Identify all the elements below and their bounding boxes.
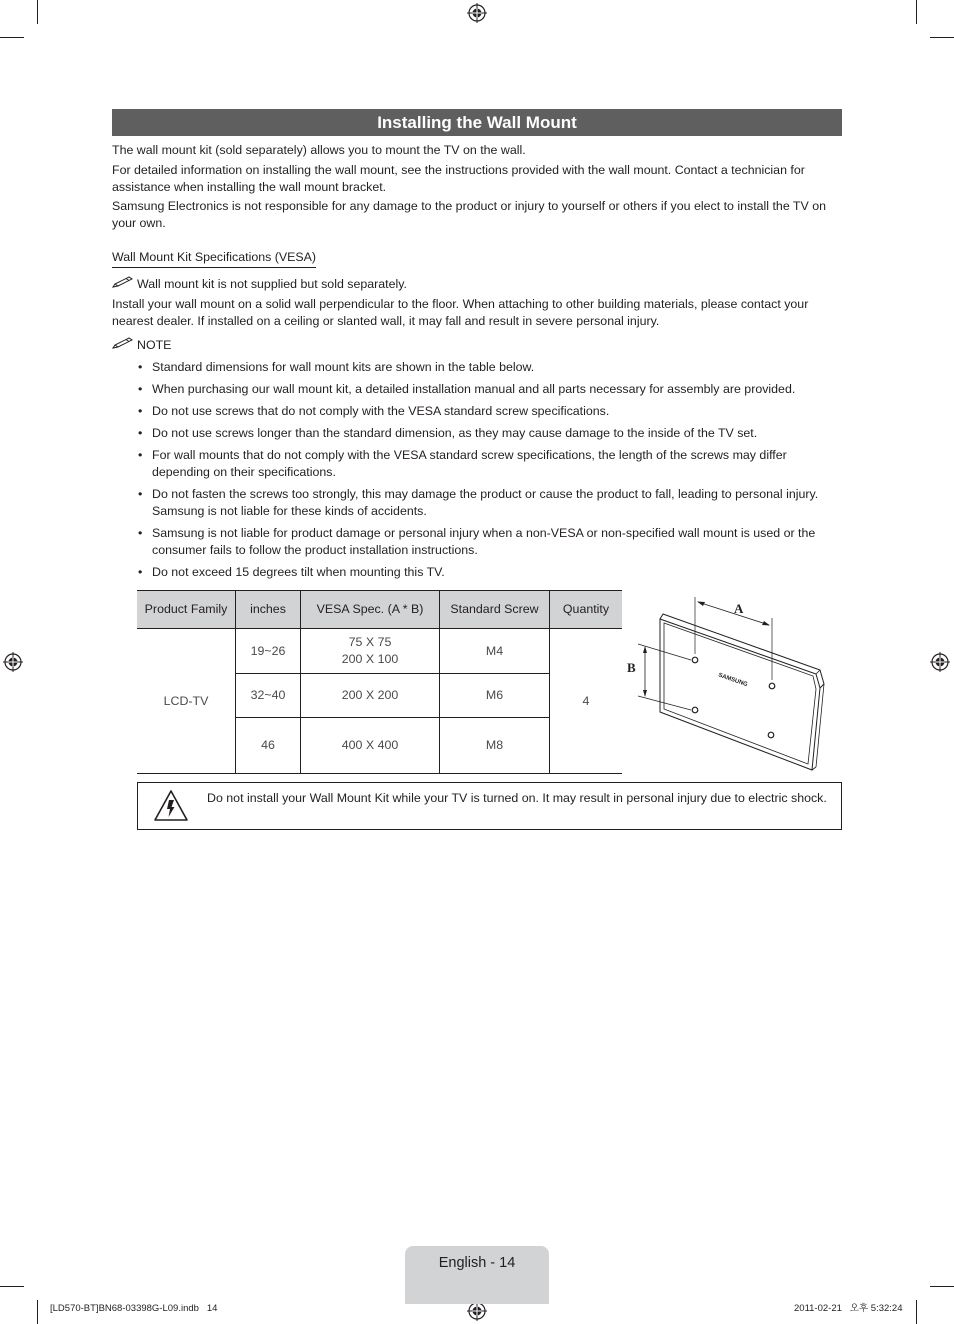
tv-back-diagram <box>624 592 826 774</box>
table-row <box>137 629 622 674</box>
print-file-name: [LD570-BT]BN68-03398G-L09.indb 14 <box>50 1303 218 1314</box>
list-item: • Standard dimensions for wall mount kits are shown in the table below. <box>136 359 836 376</box>
list-item: • Do not use screws longer than the standard dimension, as they may cause damage to the inside of the TV set. <box>136 425 836 442</box>
vesa-value: 75 X 75 <box>348 635 392 649</box>
inches-cell: 46 <box>236 718 301 774</box>
intro-paragraph: Samsung Electronics is not responsible for any damage to the product or injury to yourself or others if you elect to install the TV on your own. <box>112 199 826 230</box>
inches-cell: 19~26 <box>236 629 301 674</box>
vesa-cell <box>301 629 440 674</box>
page-number-tab <box>405 1246 549 1304</box>
crop-mark <box>0 1286 24 1287</box>
crop-mark <box>916 1300 917 1324</box>
install-paragraph: Install your wall mount on a solid wall perpendicular to the floor. When attaching to other building materials, please contact your nearest dealer. If installed on a ceiling or slanted wall, it may fall and result in severe personal injury. <box>112 297 809 328</box>
product-family-cell: LCD-TV <box>137 629 236 774</box>
screw-hole-icon <box>769 683 775 689</box>
crop-mark <box>930 37 954 38</box>
column-header: VESA Spec. (A * B) <box>301 591 440 629</box>
intro-paragraph: For detailed information on installing the wall mount, see the instructions provided with the wall mount. Contact a technician for assistance when installing the wall mount bracket. <box>112 163 805 194</box>
column-header: Product Family <box>137 591 236 629</box>
registration-mark-icon <box>930 652 950 672</box>
registration-mark-icon <box>3 652 23 672</box>
registration-mark-icon <box>467 1301 487 1321</box>
crop-mark <box>37 0 38 24</box>
electric-shock-warning-icon <box>153 789 189 822</box>
pencil-note-icon <box>112 337 134 350</box>
list-item: • Do not use screws that do not comply with the VESA standard screw specifications. <box>136 403 836 420</box>
note-bullet-list <box>136 359 836 586</box>
screw-cell: M4 <box>440 629 550 674</box>
page-number: English - 14 <box>438 1255 516 1271</box>
list-item: • For wall mounts that do not comply with the VESA standard screw specifications, the length of the screws may differ depending on their specifications. <box>136 447 836 481</box>
page-title: Installing the Wall Mount <box>112 109 842 136</box>
screw-hole-icon <box>692 707 698 713</box>
crop-mark <box>916 0 917 24</box>
pencil-note-icon <box>112 276 134 289</box>
inches-cell: 32~40 <box>236 674 301 718</box>
list-item: • Samsung is not liable for product damage or personal injury when a non-VESA or non-specified wall mount is used or the consumer fails to follow the product installation instructions. <box>136 525 836 559</box>
vesa-spec-table <box>137 590 622 774</box>
vesa-cell: 400 X 400 <box>301 718 440 774</box>
screw-cell: M8 <box>440 718 550 774</box>
kit-note <box>112 276 407 293</box>
list-item: • When purchasing our wall mount kit, a detailed installation manual and all parts necessary for assembly are provided. <box>136 381 836 398</box>
note-heading <box>112 337 171 354</box>
crop-mark <box>37 1300 38 1324</box>
vesa-value: 200 X 100 <box>341 652 399 666</box>
screw-cell: M6 <box>440 674 550 718</box>
dimension-label-a: A <box>734 601 744 616</box>
screw-hole-icon <box>768 732 774 738</box>
note-label: NOTE <box>137 338 172 352</box>
quantity-cell: 4 <box>550 629 623 774</box>
intro-paragraph: The wall mount kit (sold separately) allows you to mount the TV on the wall. <box>112 143 526 157</box>
list-item: • Do not exceed 15 degrees tilt when mounting this TV. <box>136 564 836 581</box>
list-item: • Do not fasten the screws too strongly, this may damage the product or cause the product to fall, leading to personal injury. Samsung is not liable for these kinds of accidents. <box>136 486 836 520</box>
crop-mark <box>930 1286 954 1287</box>
print-timestamp: 2011-02-21 오후 5:32:24 <box>794 1303 903 1314</box>
table-header-row <box>137 591 622 629</box>
dimension-label-b: B <box>627 660 636 675</box>
registration-mark-icon <box>467 3 487 23</box>
warning-box <box>137 782 842 830</box>
column-header: inches <box>236 591 301 629</box>
screw-hole-icon <box>692 657 698 663</box>
column-header: Standard Screw <box>440 591 550 629</box>
warning-text: Do not install your Wall Mount Kit while your TV is turned on. It may result in personal injury due to electric shock. <box>207 791 827 805</box>
brand-logo: SAMSUNG <box>717 672 749 689</box>
column-header: Quantity <box>550 591 623 629</box>
section-subheading: Wall Mount Kit Specifications (VESA) <box>112 249 316 268</box>
crop-mark <box>0 37 24 38</box>
kit-note-text: Wall mount kit is not supplied but sold separately. <box>137 277 407 291</box>
vesa-cell: 200 X 200 <box>301 674 440 718</box>
